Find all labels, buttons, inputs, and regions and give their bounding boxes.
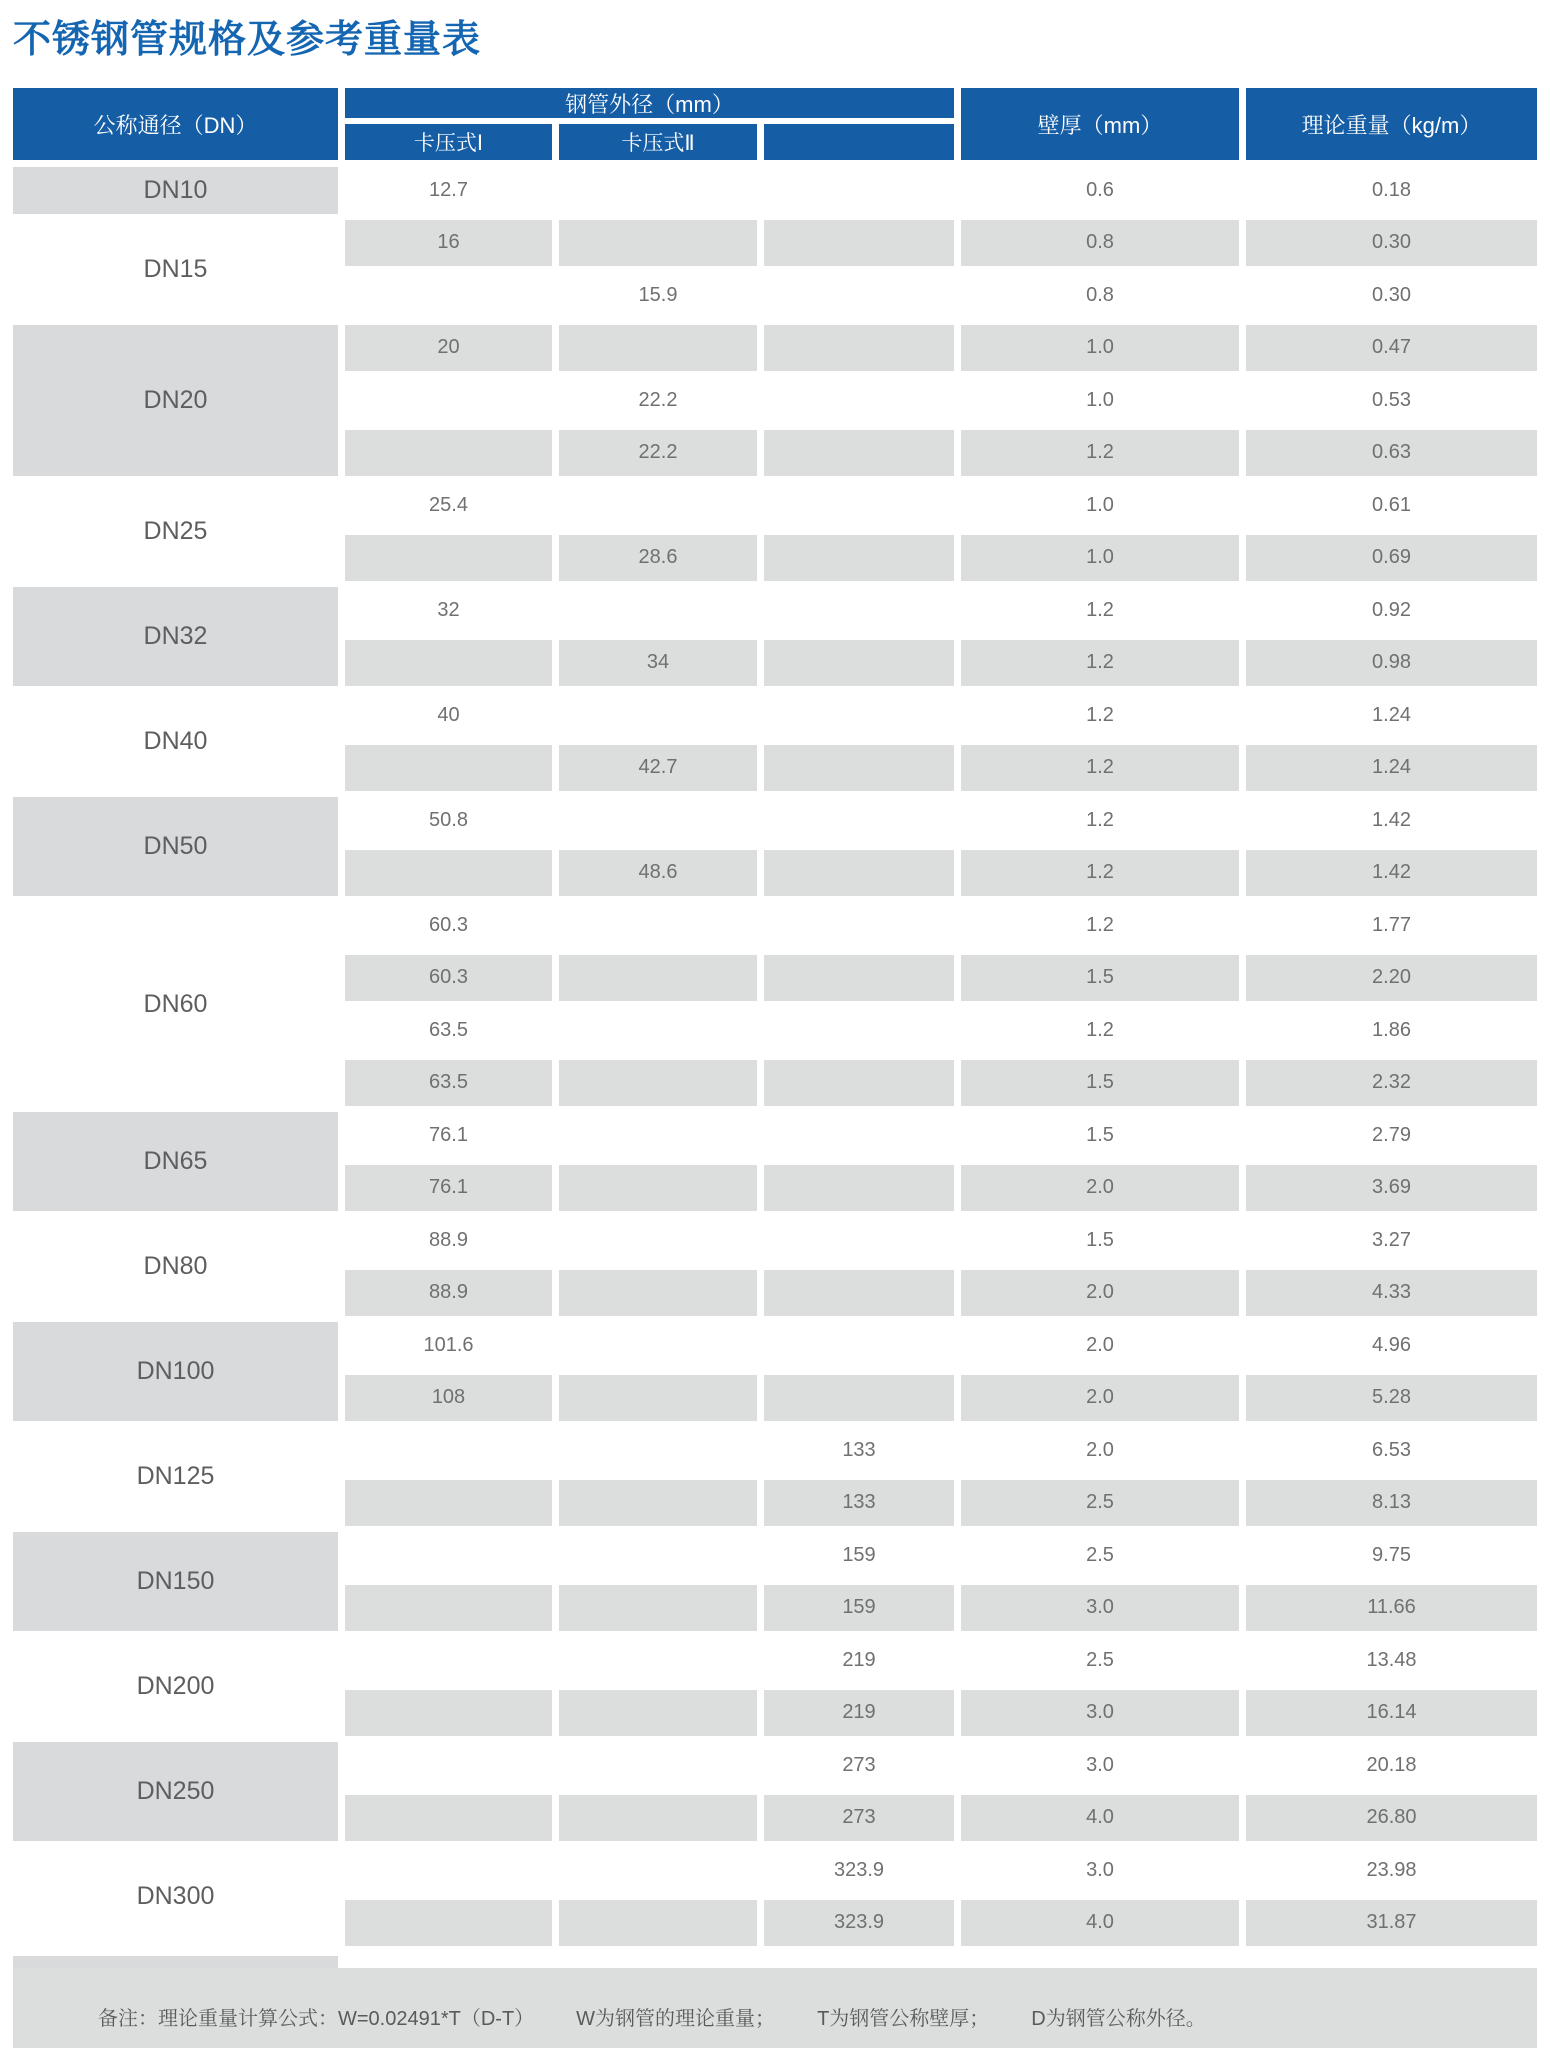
- table-header: [13, 88, 1537, 160]
- weight-cell: 23.98: [1366, 1858, 1417, 1881]
- wall-cell: 1.0: [961, 322, 1239, 375]
- od-type1-cell: 60.3: [429, 913, 468, 936]
- od-type3-cell: [764, 637, 954, 690]
- od-type3-cell: [764, 374, 954, 427]
- wall-cell: 1.2: [1086, 598, 1114, 621]
- weight-cell: 3.69: [1246, 1162, 1537, 1215]
- od-type1-cell: [345, 269, 552, 322]
- od-type3-cell: [764, 1372, 954, 1425]
- od-type2-cell: [559, 1267, 757, 1320]
- od-type3-cell: 323.9: [764, 1897, 954, 1950]
- od-type3-cell: [764, 1162, 954, 1215]
- wall-cell: 2.0: [961, 1372, 1239, 1425]
- od-type3-cell: [764, 584, 954, 637]
- wall-cell: 4.0: [961, 1897, 1239, 1950]
- od-type1-cell: [345, 1634, 552, 1687]
- weight-cell: 0.63: [1246, 427, 1537, 480]
- wall-cell: 2.0: [1086, 1438, 1114, 1461]
- od-type2-cell: [559, 1424, 757, 1477]
- weight-cell: 5.28: [1246, 1372, 1537, 1425]
- od-type2-cell: [559, 479, 757, 532]
- wall-cell: 0.8: [961, 217, 1239, 270]
- wall-cell: 0.6: [1086, 178, 1114, 201]
- weight-cell: 2.32: [1246, 1057, 1537, 1110]
- od-type1-cell: [345, 532, 552, 585]
- od-type2-cell: [559, 1634, 757, 1687]
- od-type3-cell: [764, 1267, 954, 1320]
- dn-group-cell: DN60: [143, 989, 208, 1018]
- od-type2-cell: [559, 1687, 757, 1740]
- wall-cell: 1.2: [961, 427, 1239, 480]
- od-type3-cell: [764, 1214, 954, 1267]
- od-type3-cell: 219: [764, 1687, 954, 1740]
- od-type1-cell: 63.5: [429, 1018, 468, 1041]
- wall-cell: 1.5: [961, 952, 1239, 1005]
- footnote-formula: 备注：理论重量计算公式：W=0.02491*T（D-T）: [98, 2008, 535, 2030]
- od-type2-cell: [559, 1897, 757, 1950]
- wall-cell: 1.2: [961, 847, 1239, 900]
- wall-cell: 1.0: [1086, 388, 1114, 411]
- od-type2-cell: [559, 1844, 757, 1897]
- od-type3-cell: [764, 847, 954, 900]
- footnote: [13, 1968, 1537, 2048]
- od-type1-cell: [345, 1582, 552, 1635]
- table-body: [13, 164, 1537, 1949]
- od-type3-cell: [764, 689, 954, 742]
- wall-cell: 1.2: [961, 637, 1239, 690]
- od-type3-cell: [764, 899, 954, 952]
- wall-cell: 1.5: [1086, 1123, 1114, 1146]
- weight-cell: 11.66: [1246, 1582, 1537, 1635]
- weight-cell: 0.30: [1372, 283, 1411, 306]
- od-type3-cell: [764, 217, 954, 270]
- wall-cell: 1.0: [961, 532, 1239, 585]
- weight-cell: 2.20: [1246, 952, 1537, 1005]
- od-type3-cell: [764, 1319, 954, 1372]
- dn-group-cell: DN250: [13, 1739, 338, 1844]
- wall-cell: 2.5: [1086, 1648, 1114, 1671]
- weight-cell: 4.33: [1246, 1267, 1537, 1320]
- weight-cell: 3.27: [1372, 1228, 1411, 1251]
- od-type3-cell: 159: [764, 1582, 954, 1635]
- dn-group-cell: DN100: [13, 1319, 338, 1424]
- dn-group-cell: DN25: [143, 517, 208, 545]
- footnote-d: D为钢管公称外径。: [1031, 2008, 1206, 2030]
- od-type3-cell: [764, 532, 954, 585]
- wall-cell: 4.0: [961, 1792, 1239, 1845]
- od-type3-cell: [764, 742, 954, 795]
- weight-cell: 9.75: [1372, 1543, 1411, 1566]
- od-type3-cell: [764, 1004, 954, 1057]
- od-type2-cell: [559, 1792, 757, 1845]
- od-type2-cell: [559, 952, 757, 1005]
- od-type2-cell: 28.6: [559, 532, 757, 585]
- od-type1-cell: [345, 1792, 552, 1845]
- od-type3-cell: 323.9: [833, 1858, 885, 1881]
- od-type1-cell: 20: [345, 322, 552, 375]
- od-type3-cell: [764, 1109, 954, 1162]
- od-type2-cell: 34: [559, 637, 757, 690]
- wall-cell: 3.0: [1086, 1858, 1114, 1881]
- od-type1-cell: 12.7: [429, 178, 468, 201]
- wall-cell: 1.2: [1086, 808, 1114, 831]
- dn-group-cell: DN50: [13, 794, 338, 899]
- od-type2-cell: 15.9: [638, 283, 678, 306]
- dn-group-cell: DN200: [136, 1672, 215, 1700]
- od-type3-cell: 133: [764, 1477, 954, 1530]
- wall-cell: 2.0: [961, 1162, 1239, 1215]
- dn-group-cell: DN125: [136, 1462, 215, 1490]
- wall-cell: 1.0: [1086, 493, 1114, 516]
- weight-cell: 26.80: [1246, 1792, 1537, 1845]
- od-type2-cell: [559, 1372, 757, 1425]
- weight-cell: 1.42: [1372, 808, 1411, 831]
- od-type2-cell: [559, 689, 757, 742]
- wall-cell: 1.2: [1086, 913, 1114, 936]
- dn-group-cell: DN10: [13, 164, 338, 217]
- od-type3-cell: 273: [842, 1753, 876, 1776]
- od-type2-cell: [559, 899, 757, 952]
- od-type2-cell: 42.7: [559, 742, 757, 795]
- od-type1-cell: 25.4: [429, 493, 468, 516]
- od-type1-cell: [345, 1897, 552, 1950]
- od-type1-cell: [345, 847, 552, 900]
- od-type1-cell: 50.8: [429, 808, 468, 831]
- od-type2-cell: [559, 1004, 757, 1057]
- od-type1-cell: 16: [345, 217, 552, 270]
- od-type1-cell: [345, 742, 552, 795]
- od-type1-cell: [345, 427, 552, 480]
- od-type1-cell: [345, 1687, 552, 1740]
- od-type3-cell: [764, 952, 954, 1005]
- weight-cell: 6.53: [1372, 1438, 1411, 1461]
- weight-cell: 1.86: [1372, 1018, 1411, 1041]
- page-title: 不锈钢管规格及参考重量表: [13, 19, 482, 61]
- weight-cell: 0.53: [1372, 388, 1411, 411]
- dn-group-cell: DN80: [143, 1252, 208, 1280]
- od-type2-cell: 48.6: [559, 847, 757, 900]
- weight-cell: 4.96: [1372, 1333, 1411, 1356]
- weight-cell: 0.30: [1246, 217, 1537, 270]
- wall-cell: 1.5: [1086, 1228, 1114, 1251]
- od-type2-cell: 22.2: [638, 388, 678, 411]
- weight-cell: 0.98: [1246, 637, 1537, 690]
- od-type1-cell: 60.3: [345, 952, 552, 1005]
- weight-cell: 1.42: [1246, 847, 1537, 900]
- weight-cell: 1.77: [1372, 913, 1411, 936]
- wall-cell: 1.2: [1086, 1018, 1114, 1041]
- header-weight: 理论重量（kg/m）: [1246, 88, 1537, 160]
- wall-cell: 2.0: [961, 1267, 1239, 1320]
- od-type2-cell: [559, 794, 757, 847]
- od-type2-cell: [559, 1162, 757, 1215]
- header-od-sub2: 卡压式Ⅱ: [559, 124, 757, 160]
- od-type2-cell: [559, 1319, 757, 1372]
- od-type3-cell: [764, 269, 954, 322]
- od-type2-cell: [559, 1214, 757, 1267]
- od-type2-cell: [559, 1057, 757, 1110]
- wall-cell: 0.8: [1086, 283, 1114, 306]
- dn-group-cell: DN40: [143, 727, 208, 755]
- od-type3-cell: [764, 427, 954, 480]
- weight-cell: 16.14: [1246, 1687, 1537, 1740]
- dn-group-cell: DN65: [13, 1109, 338, 1214]
- wall-cell: 1.2: [1086, 703, 1114, 726]
- wall-cell: 2.0: [1086, 1333, 1114, 1356]
- od-type2-cell: [559, 1582, 757, 1635]
- od-type1-cell: 108: [345, 1372, 552, 1425]
- wall-cell: 3.0: [961, 1582, 1239, 1635]
- od-type3-cell: 159: [842, 1543, 876, 1566]
- wall-cell: 3.0: [1086, 1753, 1114, 1776]
- od-type3-cell: 133: [842, 1438, 876, 1461]
- od-type1-cell: [345, 1739, 552, 1792]
- od-type1-cell: [345, 1529, 552, 1582]
- footnote-t: T为钢管公称壁厚；: [817, 2008, 990, 2030]
- header-wall: 壁厚（mm）: [961, 88, 1239, 160]
- weight-cell: 13.48: [1366, 1648, 1417, 1671]
- od-type1-cell: 40: [437, 703, 460, 726]
- od-type2-cell: [559, 164, 757, 217]
- weight-cell: 20.18: [1366, 1753, 1417, 1776]
- od-type2-cell: [559, 322, 757, 375]
- od-type2-cell: [559, 1529, 757, 1582]
- od-type1-cell: [345, 374, 552, 427]
- od-type1-cell: 76.1: [429, 1123, 468, 1146]
- weight-cell: 0.92: [1372, 598, 1411, 621]
- od-type3-cell: [764, 164, 954, 217]
- weight-cell: 1.24: [1372, 703, 1411, 726]
- od-type2-cell: [559, 1477, 757, 1530]
- od-type3-cell: [764, 794, 954, 847]
- header-od-sub1: 卡压式Ⅰ: [345, 124, 552, 160]
- footnote-w: W为钢管的理论重量；: [576, 2008, 776, 2030]
- od-type2-cell: 22.2: [559, 427, 757, 480]
- od-type3-cell: [764, 479, 954, 532]
- dn-group-cell: DN150: [13, 1529, 338, 1634]
- header-dn: 公称通径（DN）: [13, 88, 338, 160]
- weight-cell: 0.18: [1372, 178, 1411, 201]
- od-type1-cell: 101.6: [423, 1333, 474, 1356]
- od-type1-cell: [345, 1424, 552, 1477]
- od-type3-cell: 273: [764, 1792, 954, 1845]
- od-type2-cell: [559, 1739, 757, 1792]
- dn-group-cell: DN32: [13, 584, 338, 689]
- weight-cell: 31.87: [1246, 1897, 1537, 1950]
- weight-cell: 0.61: [1372, 493, 1411, 516]
- od-type1-cell: 32: [437, 598, 460, 621]
- od-type1-cell: [345, 637, 552, 690]
- wall-cell: 1.5: [961, 1057, 1239, 1110]
- wall-cell: 2.5: [1086, 1543, 1114, 1566]
- od-type1-cell: 88.9: [429, 1228, 468, 1251]
- weight-cell: 1.24: [1246, 742, 1537, 795]
- od-type3-cell: [764, 322, 954, 375]
- dn-group-cell: DN20: [13, 322, 338, 480]
- od-type1-cell: 76.1: [345, 1162, 552, 1215]
- wall-cell: 1.2: [961, 742, 1239, 795]
- od-type3-cell: [764, 1057, 954, 1110]
- wall-cell: 2.5: [961, 1477, 1239, 1530]
- header-od-group: 钢管外径（mm）: [345, 88, 954, 118]
- weight-cell: 0.47: [1246, 322, 1537, 375]
- od-type3-cell: 219: [842, 1648, 876, 1671]
- od-type1-cell: 88.9: [345, 1267, 552, 1320]
- dn-group-cell: DN15: [143, 254, 208, 283]
- weight-cell: 0.69: [1246, 532, 1537, 585]
- weight-cell: 2.79: [1372, 1123, 1411, 1146]
- od-type2-cell: [559, 1109, 757, 1162]
- od-type1-cell: 63.5: [345, 1057, 552, 1110]
- header-od-sub3: [764, 124, 954, 160]
- od-type1-cell: [345, 1844, 552, 1897]
- od-type2-cell: [559, 584, 757, 637]
- wall-cell: 3.0: [961, 1687, 1239, 1740]
- od-type1-cell: [345, 1477, 552, 1530]
- weight-cell: 8.13: [1246, 1477, 1537, 1530]
- dn-group-cell: DN300: [136, 1882, 215, 1910]
- od-type2-cell: [559, 217, 757, 270]
